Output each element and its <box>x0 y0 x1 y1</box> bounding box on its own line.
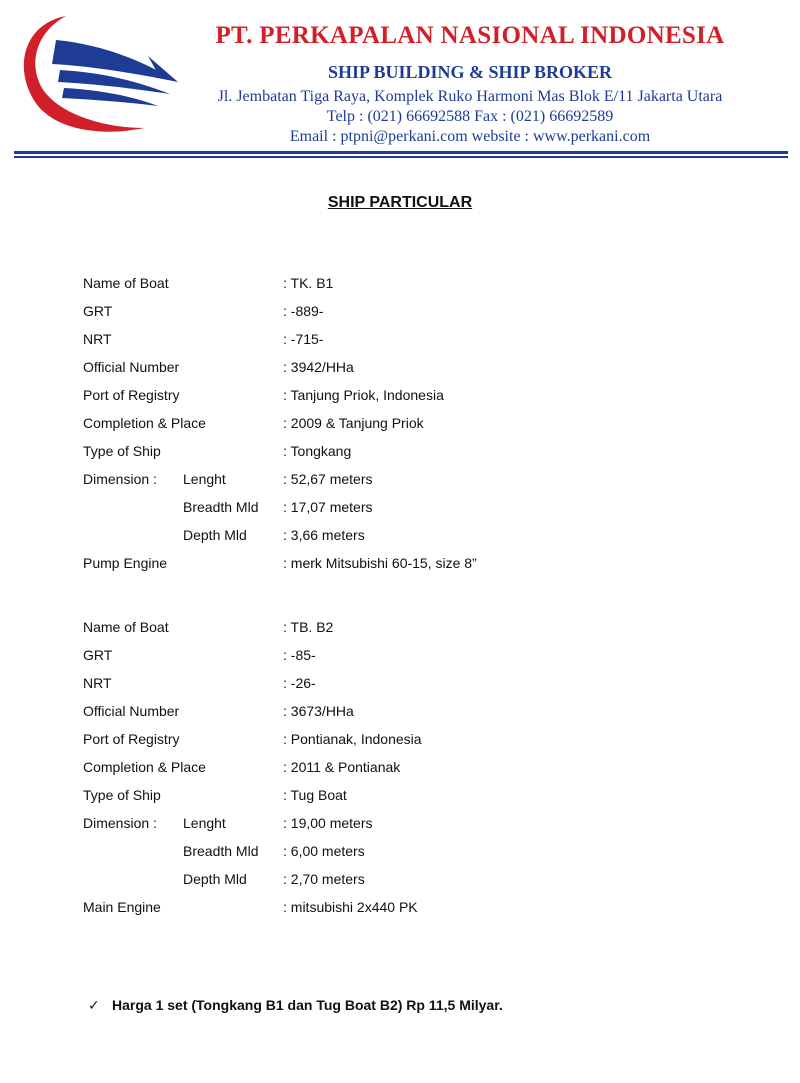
row-grt <box>83 647 763 667</box>
field-value: : 2009 & Tanjung Priok <box>283 415 424 431</box>
field-sublabel: Depth Mld <box>183 527 247 543</box>
field-label: NRT <box>83 331 112 347</box>
field-sublabel: Lenght <box>183 815 226 831</box>
field-value: : -85- <box>283 647 316 663</box>
field-label: Name of Boat <box>83 275 169 291</box>
field-label: Official Number <box>83 359 180 375</box>
field-label: Port of Registry <box>83 387 180 403</box>
company-address: Jl. Jembatan Tiga Raya, Komplek Ruko Harmoni Mas Blok E/11 Jakarta Utara <box>217 88 723 105</box>
letterhead-divider-thin <box>14 156 788 158</box>
row-completion-place <box>83 759 763 779</box>
row-dimension-breadth <box>83 843 763 863</box>
checkmark-icon: ✓ <box>88 997 100 1013</box>
field-label: Port of Registry <box>83 731 180 747</box>
field-value: : 3942/HHa <box>283 359 354 375</box>
field-label: Completion & Place <box>83 759 206 775</box>
field-value: : TB. B2 <box>283 619 334 635</box>
field-value: : merk Mitsubishi 60-15, size 8” <box>283 555 477 571</box>
field-value: : -715- <box>283 331 324 347</box>
row-engine <box>83 899 763 919</box>
row-port-of-registry <box>83 731 763 751</box>
field-label: Dimension : <box>83 471 157 487</box>
letterhead-divider <box>14 151 788 154</box>
field-sublabel: Breadth Mld <box>183 499 259 515</box>
row-grt <box>83 303 763 323</box>
field-value: : 52,67 meters <box>283 471 373 487</box>
company-logo <box>8 10 183 140</box>
company-name: PT. PERKAPALAN NASIONAL INDONESIA <box>215 22 725 49</box>
field-label: GRT <box>83 647 113 663</box>
field-value: : 3673/HHa <box>283 703 354 719</box>
row-type-of-ship <box>83 443 763 463</box>
row-type-of-ship <box>83 787 763 807</box>
field-sublabel: Depth Mld <box>183 871 247 887</box>
field-value: : 17,07 meters <box>283 499 373 515</box>
field-value: : 6,00 meters <box>283 843 365 859</box>
row-nrt <box>83 675 763 695</box>
company-email-web: Email : ptpni@perkani.com website : www.perkani.com <box>289 128 651 145</box>
field-value: : 19,00 meters <box>283 815 373 831</box>
field-label: Official Number <box>83 703 180 719</box>
row-engine <box>83 555 763 575</box>
field-value: : -26- <box>283 675 316 691</box>
field-value: : Tug Boat <box>283 787 347 803</box>
field-value: : -889- <box>283 303 324 319</box>
field-sublabel: Breadth Mld <box>183 843 259 859</box>
row-completion-place <box>83 415 763 435</box>
field-value: : TK. B1 <box>283 275 334 291</box>
row-dimension-depth <box>83 871 763 891</box>
row-name-of-boat <box>83 275 763 295</box>
field-label: Main Engine <box>83 899 161 915</box>
price-note-text: Harga 1 set (Tongkang B1 dan Tug Boat B2) Rp 11,5 Milyar. <box>112 997 503 1013</box>
field-value: : 3,66 meters <box>283 527 365 543</box>
row-dimension-length <box>83 471 763 491</box>
field-label: Type of Ship <box>83 787 161 803</box>
field-label: NRT <box>83 675 112 691</box>
field-value: : Pontianak, Indonesia <box>283 731 422 747</box>
field-label: GRT <box>83 303 113 319</box>
field-label: Name of Boat <box>83 619 169 635</box>
field-label: Dimension : <box>83 815 157 831</box>
row-dimension-length <box>83 815 763 835</box>
field-value: : Tanjung Priok, Indonesia <box>283 387 444 403</box>
field-value: : 2,70 meters <box>283 871 365 887</box>
row-dimension-depth <box>83 527 763 547</box>
company-phone-fax: Telp : (021) 66692588 Fax : (021) 66692589 <box>326 108 614 125</box>
row-port-of-registry <box>83 387 763 407</box>
field-value: : 2011 & Pontianak <box>283 759 401 775</box>
logo-ship-stripe-2 <box>62 88 158 106</box>
document-title: SHIP PARTICULAR <box>327 194 473 211</box>
field-sublabel: Lenght <box>183 471 226 487</box>
field-label: Completion & Place <box>83 415 206 431</box>
row-official-number <box>83 703 763 723</box>
field-label: Type of Ship <box>83 443 161 459</box>
row-dimension-breadth <box>83 499 763 519</box>
field-value: : Tongkang <box>283 443 352 459</box>
field-value: : mitsubishi 2x440 PK <box>283 899 418 915</box>
row-nrt <box>83 331 763 351</box>
company-tagline: SHIP BUILDING & SHIP BROKER <box>327 62 613 82</box>
row-official-number <box>83 359 763 379</box>
field-label: Pump Engine <box>83 555 168 571</box>
row-name-of-boat <box>83 619 763 639</box>
price-note <box>88 997 503 1014</box>
